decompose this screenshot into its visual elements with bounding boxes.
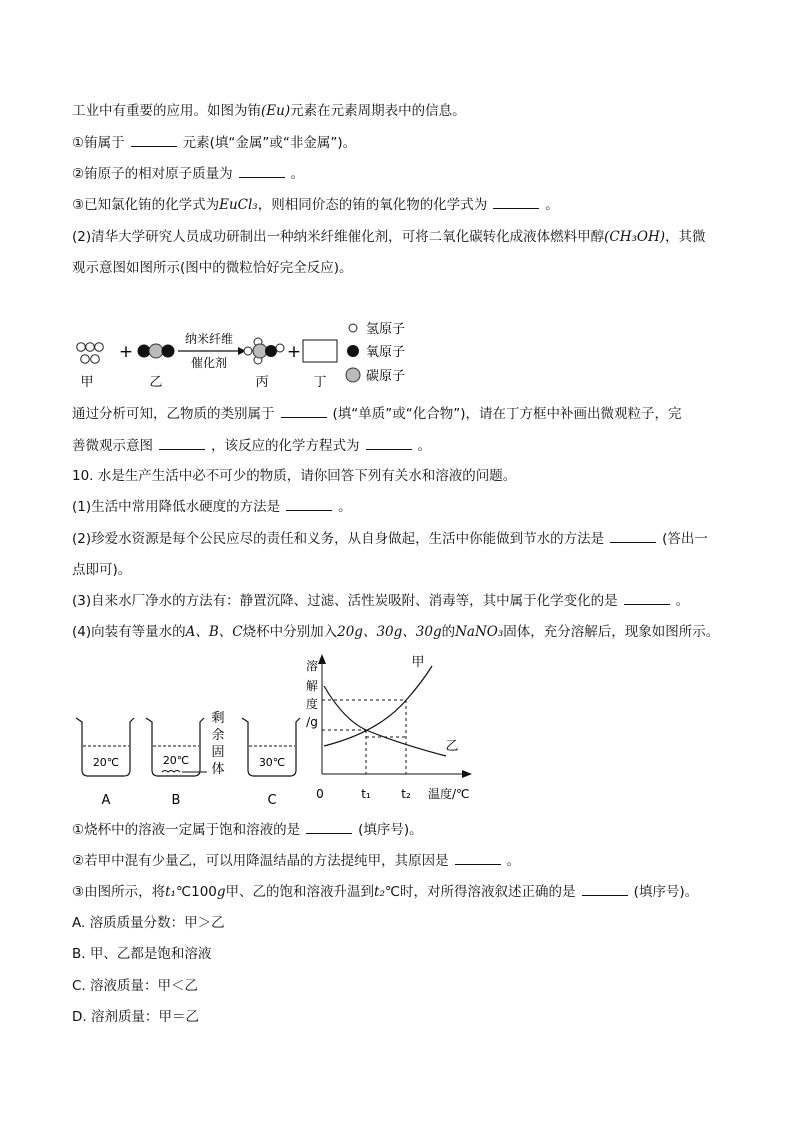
catalyst-bottom: 催化剂 [190, 356, 228, 370]
option-d[interactable]: D. 溶剂质量：甲＝乙 [72, 1009, 199, 1025]
y-label-1: 溶 [305, 659, 319, 673]
answer-blank[interactable] [306, 821, 352, 834]
question-10-3: (3)自来水厂净水的方法有：静置沉降、过滤、活性炭吸附、消毒等，其中属于化学变化的是 。 [72, 593, 690, 609]
option-c[interactable]: C. 溶液质量：甲＜乙 [72, 978, 199, 994]
beaker-c-temp: 30℃ [258, 756, 286, 769]
reaction-diagram [72, 318, 432, 390]
ding-box[interactable] [303, 340, 337, 362]
label-yi: 乙 [149, 375, 163, 390]
curve-jia [324, 666, 432, 746]
x-axis-arrow [462, 770, 472, 778]
curve-yi-label: 乙 [445, 739, 459, 754]
y-label-4: /g [306, 715, 318, 729]
solid-residue [162, 771, 180, 773]
curve-jia-label: 甲 [411, 655, 425, 670]
molecule-bing [244, 338, 284, 364]
answer-blank[interactable] [624, 592, 670, 605]
y-label-2: 解 [305, 679, 319, 693]
legend-o: 氧原子 [366, 345, 406, 360]
molecule-jia [77, 343, 104, 364]
legend-h: 氢原子 [366, 322, 406, 337]
question-10-2b: 点即可)。 [72, 562, 132, 578]
answer-blank[interactable] [286, 498, 332, 511]
answer-blank[interactable] [281, 405, 327, 418]
question-10-1: (1)生活中常用降低水硬度的方法是 。 [72, 499, 352, 515]
beaker-b-temp: 20℃ [162, 754, 190, 767]
answer-blank[interactable] [455, 852, 501, 865]
answer-blank[interactable] [159, 437, 205, 450]
answer-blank[interactable] [239, 165, 285, 178]
sub-question-3: ③由图所示，将t₁℃100g甲、乙的饱和溶液升温到t₂℃时，对所得溶液叙述正确的是 (填序号)。 [72, 884, 699, 900]
catalyst-top: 纳米纤维 [184, 332, 234, 346]
y-axis-arrow [318, 654, 326, 664]
beaker-a-temp: 20℃ [92, 756, 120, 769]
intro-line: 工业中有重要的应用。如图为铕(Eu)元素在元素周期表中的信息。 [72, 103, 466, 119]
plus-sign: + [118, 342, 134, 362]
legend-c-icon [346, 368, 360, 382]
beaker-b [146, 718, 207, 776]
residue-label-3: 固 [211, 745, 225, 760]
question-10: 10. 水是生产生活中必不可少的物质，请你回答下列有关水和溶液的问题。 [72, 468, 517, 484]
label-bing: 丙 [255, 375, 269, 390]
option-a[interactable]: A. 溶质质量分数：甲＞乙 [72, 915, 225, 931]
legend-o-icon [347, 345, 359, 357]
label-ding: 丁 [313, 375, 327, 390]
beaker-figure [72, 708, 302, 812]
sub-question-1: ①烧杯中的溶液一定属于饱和溶液的是 (填序号)。 [72, 822, 423, 838]
question-10-2a: (2)珍爱水资源是每个公民应尽的责任和义务，从自身做起，生活中你能做到节水的方法是 (答出一 [72, 531, 708, 547]
plus-sign: + [286, 342, 302, 362]
residue-label-1: 剩 [211, 711, 225, 726]
beaker-c-label: C [267, 793, 277, 808]
beaker-b-label: B [171, 793, 181, 808]
sub-question-2: ②若甲中混有少量乙，可以用降温结晶的方法提纯甲，其原因是 。 [72, 853, 521, 869]
atom-legend [346, 322, 405, 384]
label-jia: 甲 [80, 375, 94, 390]
legend-c: 碳原子 [366, 369, 406, 384]
curve-yi [324, 686, 446, 756]
beaker-a-label: A [101, 793, 111, 808]
t1-label: t₁ [361, 787, 371, 801]
answer-blank[interactable] [610, 530, 656, 543]
analysis-line-a: 通过分析可知，乙物质的类别属于 (填“单质”或“化合物”)，请在丁方框中补画出微观粒子，完 [72, 406, 682, 422]
beaker-a [76, 718, 134, 776]
question-2: ②铕原子的相对原子质量为 。 [72, 166, 305, 182]
option-b[interactable]: B. 甲、乙都是饱和溶液 [72, 946, 212, 962]
question-3: ③已知氯化铕的化学式为EuCl₃，则相同价态的铕的氧化物的化学式为 。 [72, 197, 559, 213]
part-2-line-a: (2)清华大学研究人员成功研制出一种纳米纤维催化剂，可将二氧化碳转化成液体燃料甲醇(CH₃OH)，其微 [72, 229, 706, 245]
answer-blank[interactable] [366, 437, 412, 450]
question-10-4: (4)向装有等量水的A、B、C烧杯中分别加入20g、30g、30g的NaNO₃固体，充分溶解后，现象如图所示。 [72, 624, 720, 640]
part-2-line-b: 观示意图如图所示(图中的微粒恰好完全反应)。 [72, 260, 353, 276]
beaker-c [242, 718, 300, 776]
residue-label-2: 余 [211, 728, 225, 743]
question-1: ①铕属于 元素(填“金属”或“非金属”)。 [72, 135, 357, 151]
legend-h-icon [349, 324, 357, 332]
solubility-graph [300, 652, 480, 804]
answer-blank[interactable] [582, 883, 628, 896]
residue-label-4: 体 [211, 762, 225, 777]
origin-label: 0 [316, 787, 324, 801]
t2-label: t₂ [401, 787, 411, 801]
x-axis-label: 温度/℃ [428, 787, 470, 801]
answer-blank[interactable] [131, 134, 177, 147]
y-label-3: 度 [305, 697, 319, 711]
molecule-yi [138, 344, 174, 358]
answer-blank[interactable] [493, 196, 539, 209]
analysis-line-b: 善微观示意图 ，该反应的化学方程式为 。 [72, 438, 431, 454]
